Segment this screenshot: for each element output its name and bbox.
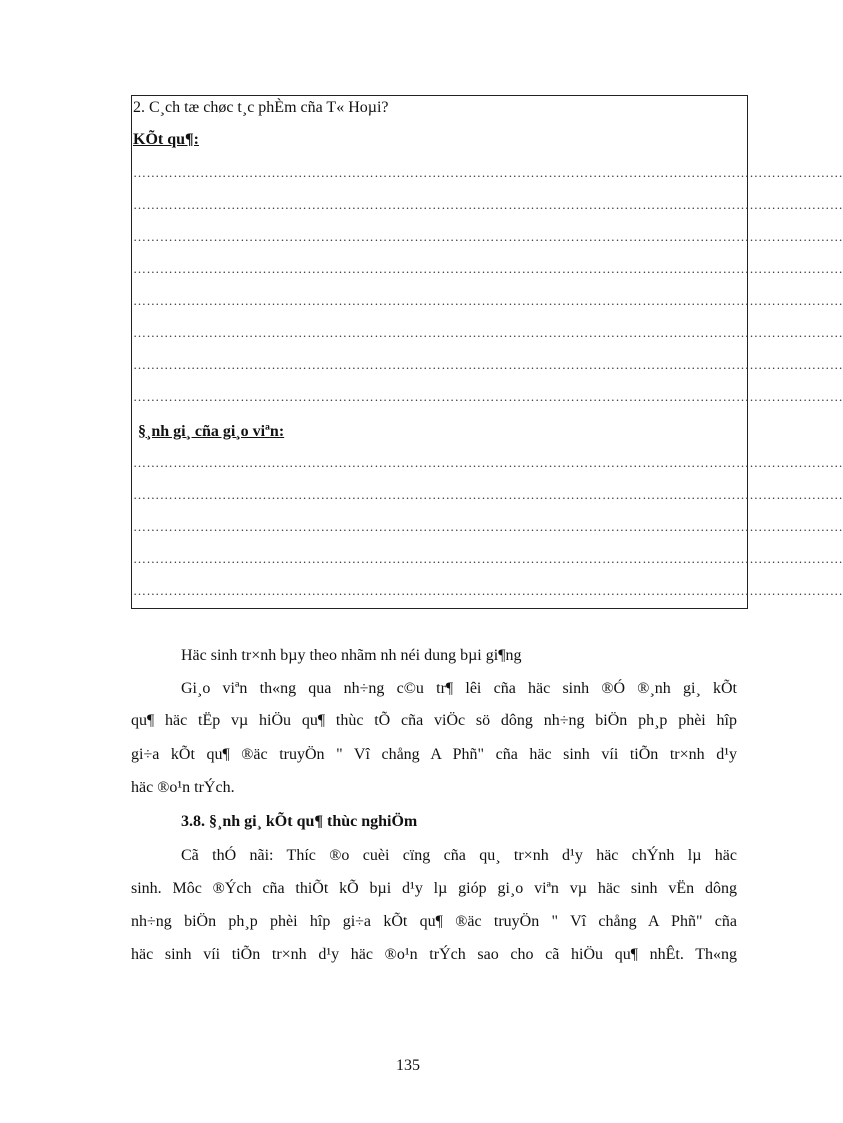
- answer-dotted-line: ……………………………………………………………………………………………………………………………………………: [133, 261, 843, 276]
- answer-dotted-line: ……………………………………………………………………………………………………………………………………………: [133, 325, 843, 340]
- teacher-evaluation-label: §¸nh gi¸ cña gi¸o viªn:: [138, 423, 285, 440]
- answer-dotted-line: ……………………………………………………………………………………………………………………………………………: [133, 389, 843, 404]
- evaluation-dotted-line: ……………………………………………………………………………………………………………………………………………: [133, 551, 843, 566]
- body-line: gi÷a kÕt qu¶ ®äc truyÖn " Vî chång A Phñ" cña häc sinh víi tiÕn tr×nh d¹y: [131, 746, 737, 763]
- result-label: KÕt qu¶:: [133, 131, 199, 148]
- body-line: sinh. Môc ®Ých cña thiÕt kÕ bµi d¹y lµ gióp gi¸o viªn vµ häc sinh vËn dông: [131, 880, 737, 897]
- answer-dotted-line: ……………………………………………………………………………………………………………………………………………: [133, 293, 843, 308]
- answer-dotted-line: ……………………………………………………………………………………………………………………………………………: [133, 357, 843, 372]
- answer-dotted-line: ……………………………………………………………………………………………………………………………………………: [133, 165, 843, 180]
- body-paragraph: Häc sinh tr×nh bµy theo nhãm nh néi dung bµi gi¶ng: [181, 647, 522, 664]
- evaluation-dotted-line: ……………………………………………………………………………………………………………………………………………: [133, 519, 843, 534]
- evaluation-dotted-line: ……………………………………………………………………………………………………………………………………………: [133, 455, 843, 470]
- question-text: 2. C¸ch tæ chøc t¸c phÈm cña T« Hoµi?: [133, 99, 389, 116]
- answer-dotted-line: ……………………………………………………………………………………………………………………………………………: [133, 229, 843, 244]
- body-line: häc ®o¹n trÝch.: [131, 779, 235, 796]
- body-line: qu¶ häc tËp vµ hiÖu qu¶ thùc tÕ cña viÖc sö dông nh÷ng biÖn ph¸p phèi hîp: [131, 712, 737, 729]
- answer-dotted-line: ……………………………………………………………………………………………………………………………………………: [133, 197, 843, 212]
- body-line: Gi¸o viªn th«ng qua nh÷ng c©u tr¶ lêi cña häc sinh ®Ó ®¸nh gi¸ kÕt: [181, 680, 737, 697]
- body-line: Cã thÓ nãi: Thíc ®o cuèi cïng cña qu¸ tr×nh d¹y häc chÝnh lµ häc: [181, 847, 737, 864]
- section-heading: 3.8. §¸nh gi¸ kÕt qu¶ thùc nghiÖm: [181, 813, 418, 830]
- evaluation-dotted-line: ……………………………………………………………………………………………………………………………………………: [133, 487, 843, 502]
- answer-box: [131, 95, 843, 609]
- body-line: nh÷ng biÖn ph¸p phèi hîp gi÷a kÕt qu¶ ®äc truyÖn " Vî chång A Phñ" cña: [131, 913, 737, 930]
- page-number: 135: [396, 1057, 420, 1074]
- evaluation-dotted-line: ……………………………………………………………………………………………………………………………………………: [133, 583, 843, 598]
- body-line: häc sinh víi tiÕn tr×nh d¹y häc ®o¹n trÝch sao cho cã hiÖu qu¶ nhÊt. Th«ng: [131, 946, 737, 963]
